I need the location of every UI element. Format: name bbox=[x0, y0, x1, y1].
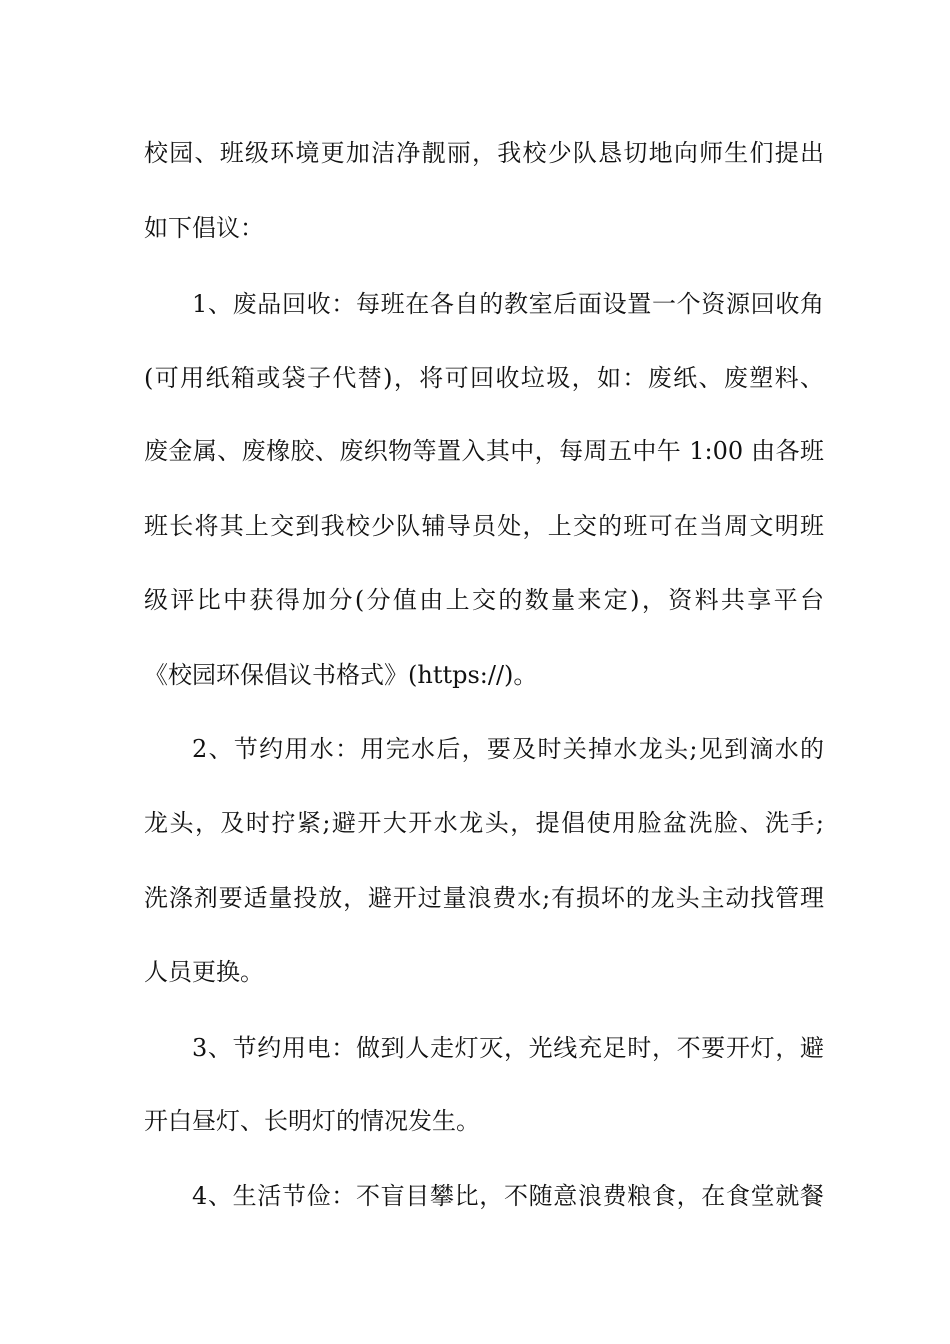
paragraph-item-4-line: 4、生活节俭：不盲目攀比，不随意浪费粮食，在食堂就餐 bbox=[192, 1182, 824, 1210]
text-line: 校园、班级环境更加洁净靓丽，我校少队恳切地向师生们提出 bbox=[144, 139, 824, 167]
text-line: 开白昼灯、长明灯的情况发生。 bbox=[144, 1107, 480, 1135]
text-line: 级评比中获得加分(分值由上交的数量来定)，资料共享平台 bbox=[144, 586, 824, 614]
text-line: 班长将其上交到我校少队辅导员处，上交的班可在当周文明班 bbox=[144, 512, 824, 540]
paragraph-item-1-line: 1、废品回收：每班在各自的教室后面设置一个资源回收角 bbox=[192, 290, 824, 318]
paragraph-item-3-line: 3、节约用电：做到人走灯灭，光线充足时，不要开灯，避 bbox=[192, 1034, 824, 1062]
text-line: 《校园环保倡议书格式》(https://)。 bbox=[144, 661, 538, 689]
text-line: 洗涤剂要适量投放，避开过量浪费水;有损坏的龙头主动找管理 bbox=[144, 884, 824, 912]
paragraph-item-2-line: 2、节约用水：用完水后，要及时关掉水龙头;见到滴水的 bbox=[192, 735, 824, 763]
text-line: 如下倡议： bbox=[144, 214, 264, 242]
text-line: 人员更换。 bbox=[144, 958, 264, 986]
text-line: (可用纸箱或袋子代替)，将可回收垃圾，如：废纸、废塑料、 bbox=[144, 364, 824, 392]
text-line: 龙头，及时拧紧;避开大开水龙头，提倡使用脸盆洗脸、洗手; bbox=[144, 809, 824, 837]
text-line: 废金属、废橡胶、废织物等置入其中，每周五中午 1:00 由各班 bbox=[144, 437, 824, 465]
